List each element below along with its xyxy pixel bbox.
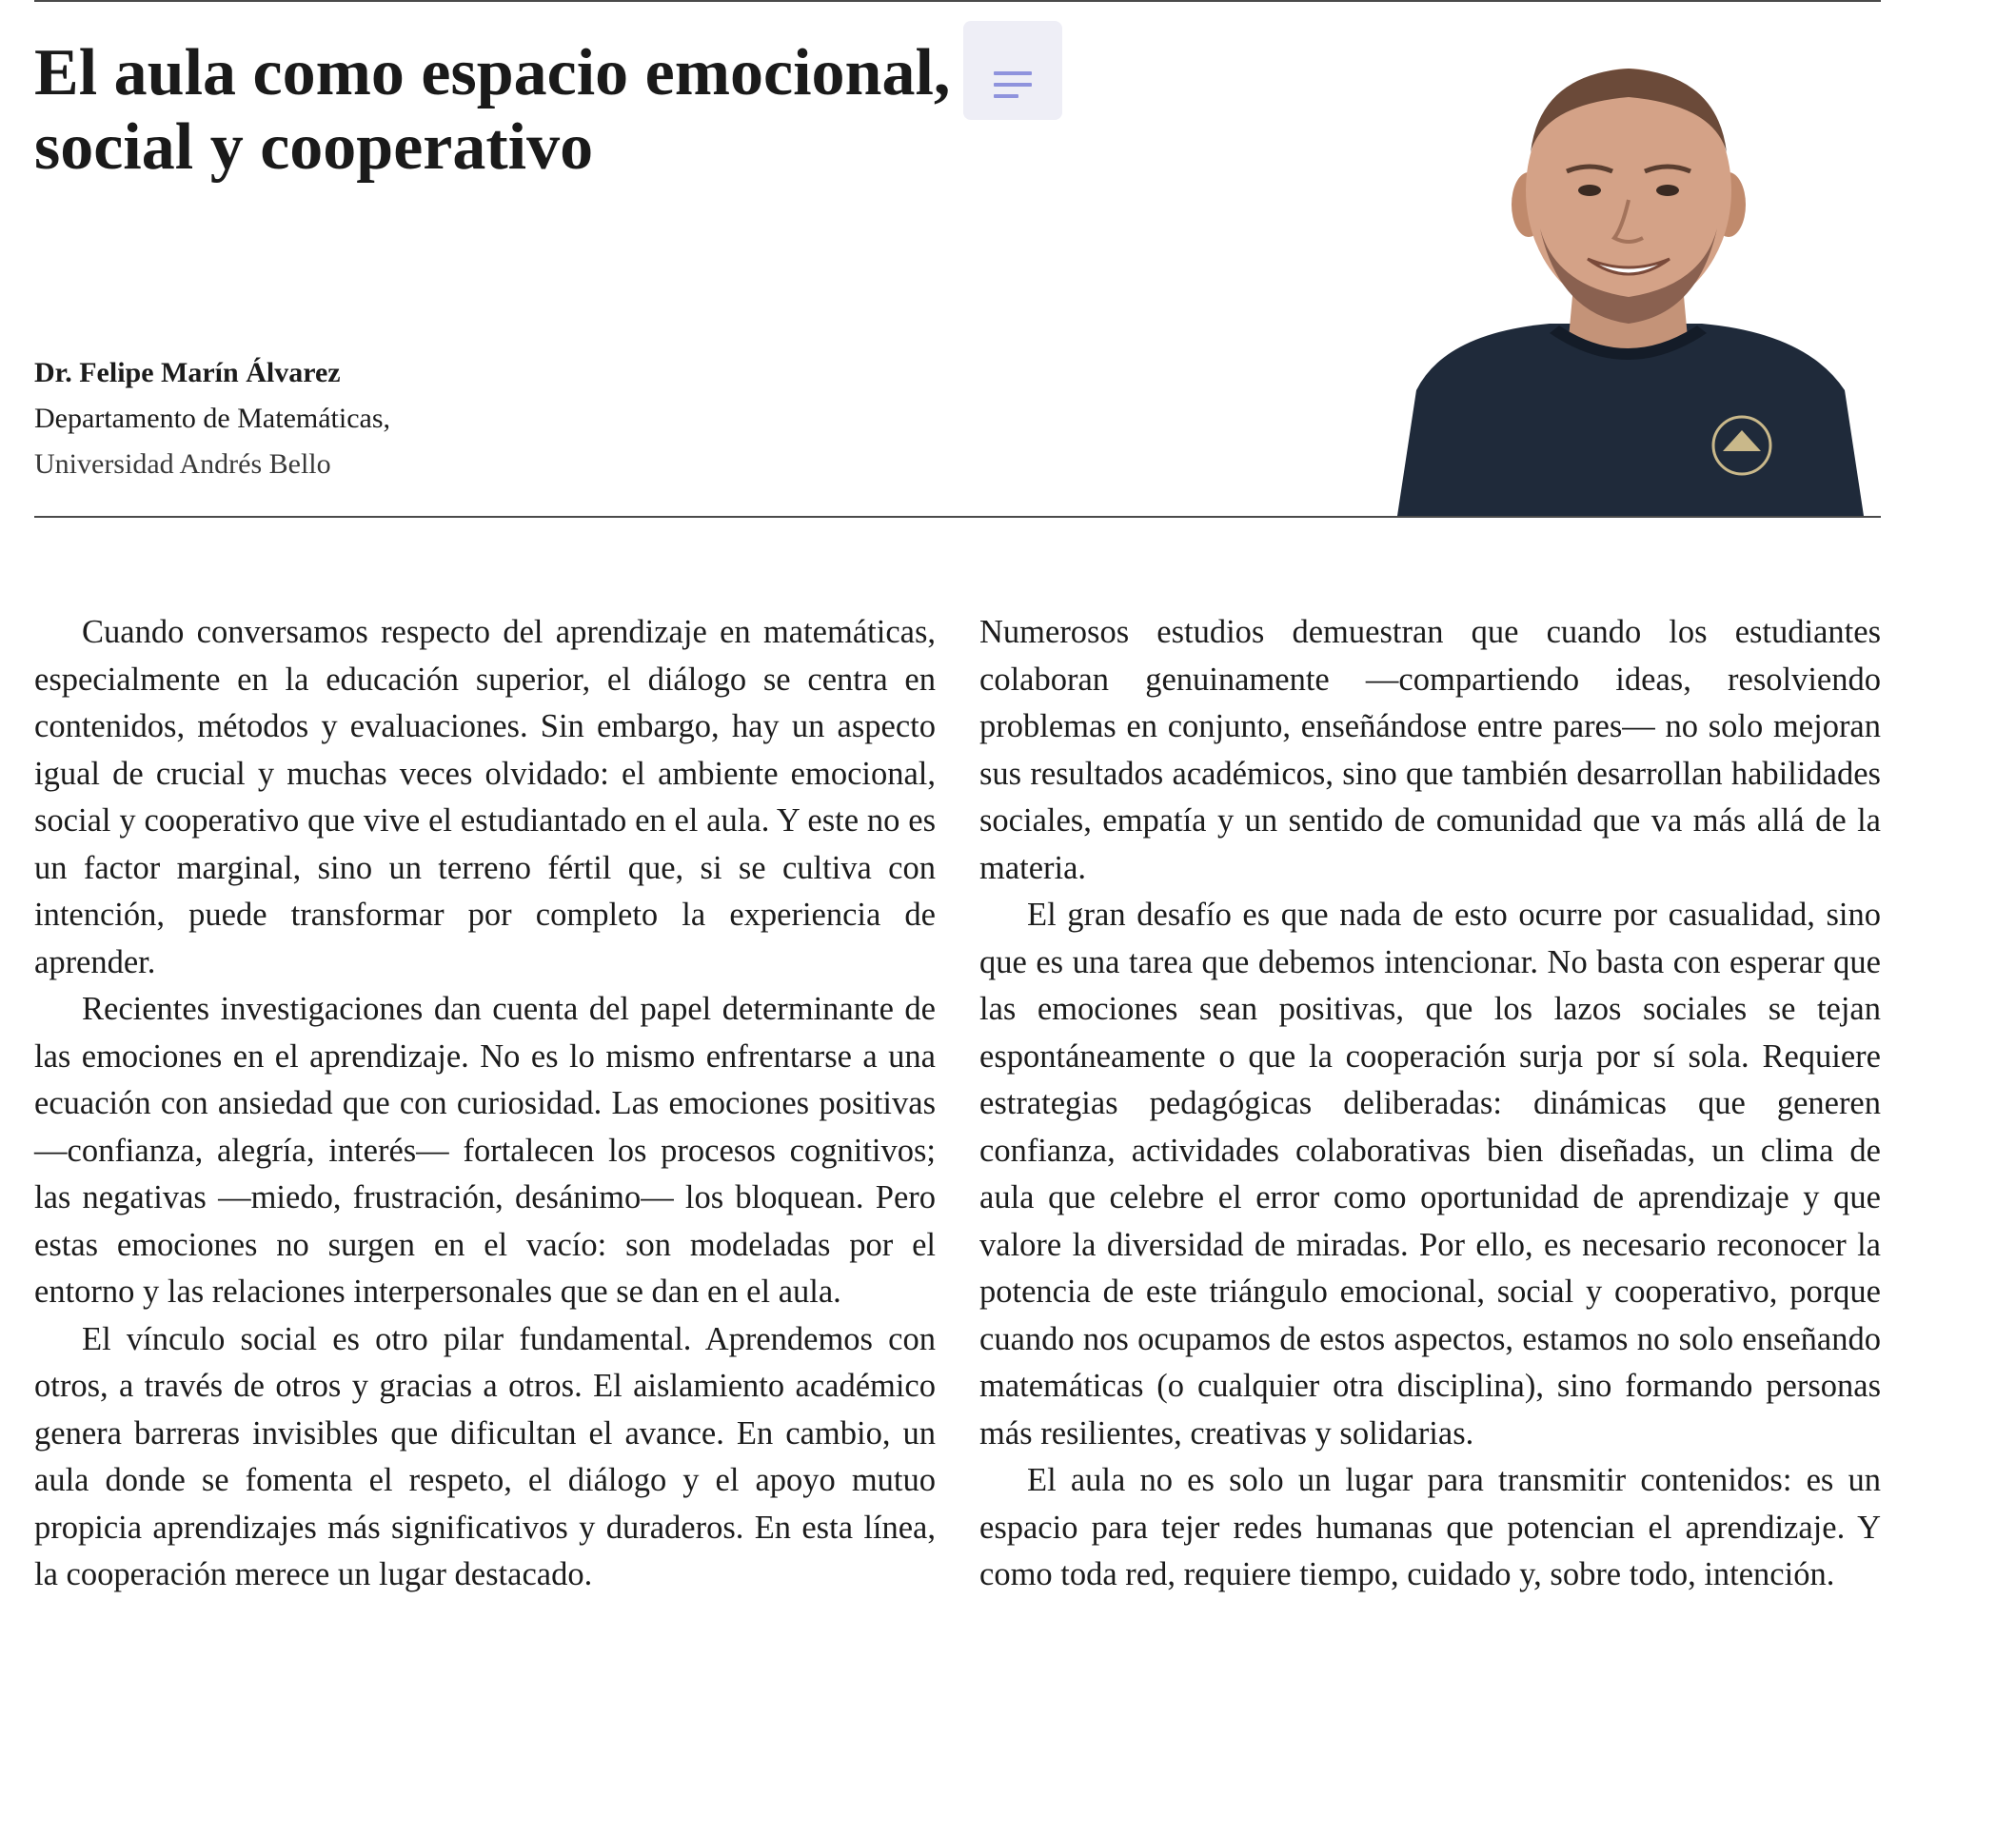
article-body bbox=[34, 609, 1881, 1599]
text-lines-icon bbox=[994, 69, 1032, 102]
author-block bbox=[34, 350, 390, 487]
top-rule bbox=[34, 0, 1881, 2]
right-column bbox=[979, 609, 1881, 1599]
header-rule bbox=[34, 516, 1881, 518]
paragraph: Numerosos estudios demuestran que cuando los estudiantes colaboran genuinamente —compartiendo ideas, resolviendo problemas en conjunto, enseñándose entre pares— no solo mejoran sus resultados académicos, sino que también desarrollan habilidades sociales, empatía y un sentido de comunidad que va más allá de la materia. bbox=[979, 614, 1881, 886]
article-title bbox=[34, 36, 986, 185]
author-university: Universidad Andrés Bello bbox=[34, 448, 331, 480]
left-column bbox=[34, 609, 936, 1599]
title-line-2: social y cooperativo bbox=[34, 110, 594, 184]
paragraph: Recientes investigaciones dan cuenta del papel determinante de las emociones en el aprendizaje. No es lo mismo enfrentarse a una ecuación con ansiedad que con curiosidad. Las emociones positivas —confianza, alegría, interés— fortalecen los procesos cognitivos; las negativas —miedo, frustración, desánimo— los bloquean. Pero estas emociones no surgen en el vacío: son modeladas por el entorno y las relaciones interpersonales que se dan en el aula. bbox=[34, 991, 936, 1310]
paragraph: El gran desafío es que nada de esto ocurre por casualidad, sino que es una tarea que debemos intencionar. No basta con esperar que las emociones sean positivas, que los lazos sociales se tejan espontáneamente o que la cooperación surja por sí sola. Requiere estrategias pedagógicas deliberadas: dinámicas que generen confianza, actividades colaborativas bien diseñadas, un clima de aula que celebre el error como oportunidad de aprendizaje y que valore la diversidad de miradas. Por ello, es necesario reconocer la potencia de este triángulo emocional, social y cooperativo, porque cuando nos ocupamos de estos aspectos, estamos no solo enseñando matemáticas (o cualquier otra disciplina), sino formando personas más resilientes, creativas y solidarias. bbox=[979, 897, 1881, 1452]
author-photo bbox=[1378, 48, 1875, 516]
paragraph: El vínculo social es otro pilar fundamental. Aprendemos con otros, a través de otros y gracias a otros. El aislamiento académico genera barreras invisibles que dificultan el avance. En cambio, un aula donde se fomenta el respeto, el diálogo y el apoyo mutuo propicia aprendizajes más significativos y duraderos. En esta línea, la cooperación merece un lugar destacado. bbox=[34, 1320, 936, 1592]
title-line-1: El aula como espacio emocional, bbox=[34, 36, 951, 109]
toc-menu-button[interactable] bbox=[963, 21, 1062, 120]
paragraph: El aula no es solo un lugar para transmitir contenidos: es un espacio para tejer redes humanas que potencian el aprendizaje. Y como toda red, requiere tiempo, cuidado y, sobre todo, intención. bbox=[979, 1462, 1881, 1592]
paragraph: Cuando conversamos respecto del aprendizaje en matemáticas, especialmente en la educación superior, el diálogo se centra en contenidos, métodos y evaluaciones. Sin embargo, hay un aspecto igual de crucial y muchas veces olvidado: el ambiente emocional, social y cooperativo que vive el estudiantado en el aula. Y este no es un factor marginal, sino un terreno fértil que, si se cultiva con intención, puede transformar por completo la experiencia de aprender. bbox=[34, 614, 936, 980]
author-name: Dr. Felipe Marín Álvarez bbox=[34, 357, 341, 388]
author-department: Departamento de Matemáticas, bbox=[34, 403, 391, 434]
